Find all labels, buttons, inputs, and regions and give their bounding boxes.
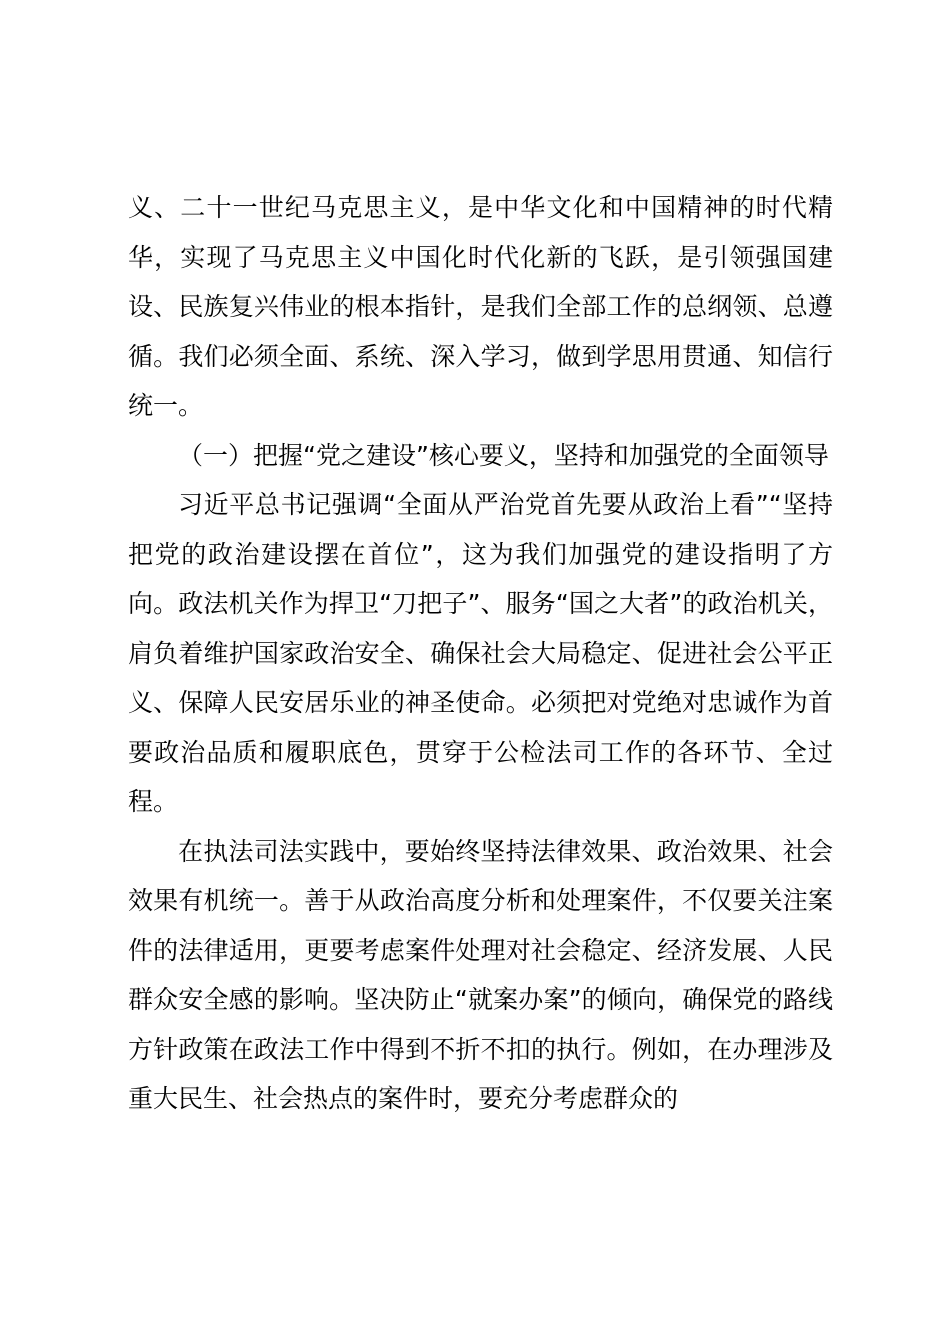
- paragraph: 习近平总书记强调“全面从严治党首先要从政治上看”“坚持把党的政治建设摆在首位”，这为我们加强党的建设指明了方向。政法机关作为捍卫“刀把子”、服务“国之大者”的政治机关，肩负着维护国家政治安全、确保社会大局稳定、促进社会公平正义、保障人民安居乐业的神圣使命。必须把对党绝对忠诚作为首要政治品质和履职底色，贯穿于公检法司工作的各环节、全过程。: [128, 490, 833, 816]
- paragraph: 在执法司法实践中，要始终坚持法律效果、政治效果、社会效果有机统一。善于从政治高度分析和处理案件，不仅要关注案件的法律适用，更要考虑案件处理对社会稳定、经济发展、人民群众安全感的影响。坚决防止“就案办案”的倾向，确保党的路线方针政策在政法工作中得到不折不扣的执行。例如，在办理涉及重大民生、社会热点的案件时，要充分考虑群众的: [128, 836, 833, 1113]
- paragraph-continuation: 义、二十一世纪马克思主义，是中华文化和中国精神的时代精华，实现了马克思主义中国化时代化新的飞跃，是引领强国建设、民族复兴伟业的根本指针，是我们全部工作的总纲领、总遵循。我们必须全面、系统、深入学习，做到学思用贯通、知信行统一。: [128, 193, 833, 420]
- section-heading: （一）把握“党之建设”核心要义，坚持和加强党的全面领导: [178, 440, 829, 470]
- document-body: [128, 183, 833, 1124]
